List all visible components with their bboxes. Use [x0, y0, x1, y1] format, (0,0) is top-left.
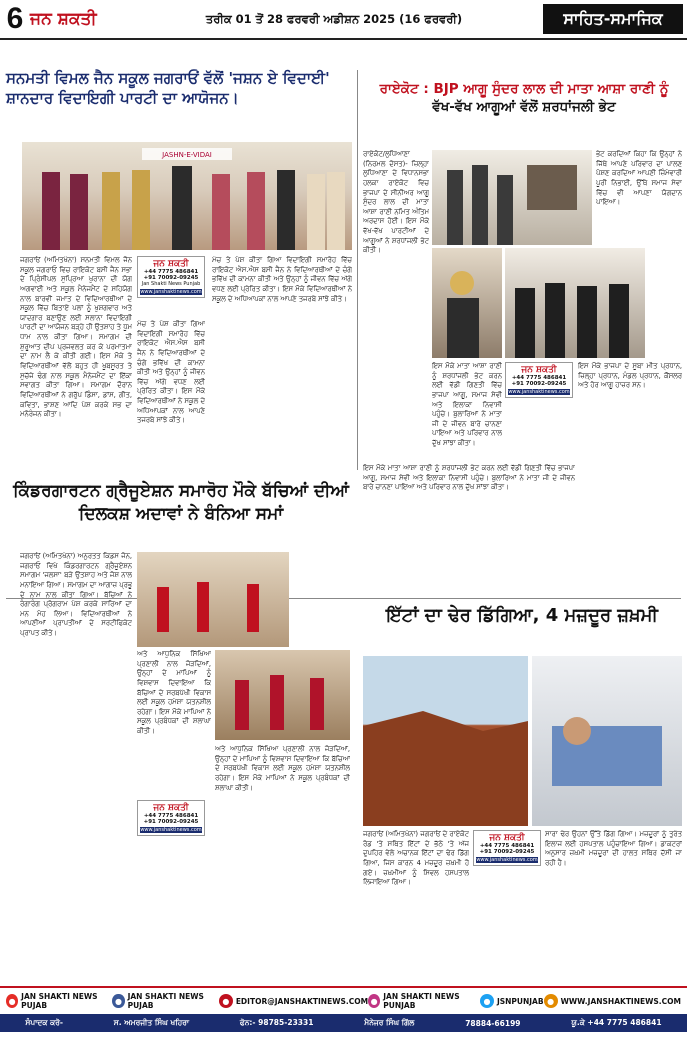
article2-photo-right [505, 248, 645, 358]
ad-phone2: +91 70092-09245 [143, 819, 199, 825]
article1-body-right: ਮੰਚ ਤੇ ਪੇਸ਼ ਕੀਤਾ ਗਿਆ ਵਿਦਾਇਗੀ ਸਮਾਰੋਹ ਵਿੱਚ ਰਾਇਕੋਟ ਐਸ.ਐਸ ਬਸੀ ਜੈਨ ਨੇ ਵਿਦਿਆਰਥੀਆਂ ਦੇ ਚੰਗੇ ਭਵਿੱਖ ਦੀ ਕਾਮਨਾ ਕੀਤੀ ਅਤੇ ਉਨ੍ਹਾਂ ਨੂੰ ਜੀਵਨ ਵਿੱਚ ਅੱਗੇ ਵਧਣ ਲਈ ਪ੍ਰੇਰਿਤ ਕੀਤਾ। ਇਸ ਮੌਕੇ ਵਿਦਿਆਰਥੀਆਂ ਨੇ ਸਕੂਲ ਦੇ ਅਧਿਆਪਕਾਂ ਨਾਲ ਆਪਣੇ ਤਜਰਬੇ ਸਾਂਝੇ ਕੀਤੇ। [212, 256, 352, 303]
masthead-logo: ਜਨ ਸ਼ਕਤੀ [30, 9, 97, 29]
article2-headline-rest: ਵੱਖ-ਵੱਖ ਆਗੂਆਂ ਵੱਲੋਂ ਸ਼ਰਧਾਂਜਲੀ ਭੇਟ [432, 99, 616, 116]
instagram-icon: ● [368, 994, 380, 1008]
contact-item: ਮੈਨੇਜਰ ਸਿੰਘ ਗਿੱਲ [364, 1018, 415, 1027]
facebook-icon: ● [112, 994, 124, 1008]
ad-web: www.janshaktinews.com [476, 857, 538, 863]
article3-photo-1 [137, 552, 289, 647]
ad-web: www.janshaktinews.com [140, 289, 202, 295]
article4-body-left: ਜਗਰਾਓਂ (ਅਮਿਤਖੰਨਾ) ਜਗਰਾਓਂ ਦੇ ਰਾਏਕੋਟ ਰੋਡ 'ਤੇ ਸਥਿਤ ਇੱਟਾਂ ਦੇ ਭੱਠੇ 'ਤੇ ਅੱਜ ਦੁਪਹਿਰ ਵੇਲੇ ਅਚਾਨਕ ਇੱਟਾਂ ਦਾ ਢੇਰ ਡਿੱਗ ਗਿਆ, ਜਿਸ ਕਾਰਨ 4 ਮਜ਼ਦੂਰ ਜ਼ਖ਼ਮੀ ਹੋ ਗਏ। ਜ਼ਖ਼ਮੀਆਂ ਨੂੰ ਸਿਵਲ ਹਸਪਤਾਲ ਲਿਜਾਇਆ ਗਿਆ। [363, 830, 469, 887]
kids-dancing-photo-icon [137, 552, 289, 647]
gathering-photo-icon [505, 248, 645, 358]
ad-phone2: +91 70092-09245 [479, 849, 535, 855]
youtube-icon: ● [6, 994, 18, 1008]
social-link[interactable] [112, 992, 218, 1010]
social-label: JAN SHAKTI NEWS PUJAB [21, 992, 98, 1010]
ad-box-4 [473, 830, 541, 866]
article1-body-left: ਜਗਰਾਓਂ (ਅਮਿਤਖੰਨਾ) ਸਨਮਤੀ ਵਿਮਲ ਜੈਨ ਸਕੂਲ ਜਗਰਾਓਂ ਵਿਚ ਰਾਇਕੋਟ ਬਸੀ ਜੈਨ ਸਭਾ ਦੇ ਪ੍ਰਿੰਸੀਪਲ ਸੁਪ੍ਰਿਆ ਖੁਰਾਨਾ ਦੀ ਯੋਗ ਅਗਵਾਈ ਅਤੇ ਸਕੂਲ ਮੈਨੇਜਮੈਂਟ ਦੇ ਸਹਿਯੋਗ ਨਾਲ ਬਾਰਵੀਂ ਜਮਾਤ ਦੇ ਵਿਦਿਆਰਥੀਆਂ ਦੇ ਸਕੂਲ ਵਿੱਚ ਬਿਤਾਏ ਪਲਾਂ ਨੂੰ ਖੁਸ਼ਗਵਾਰ ਅਤੇ ਯਾਦਗਾਰ ਬਣਾਉਣ ਲਈ ਸਲਾਨਾ ਵਿਦਾਇਗੀ ਪਾਰਟੀ ਦਾ ਆਯੋਜਨ ਬੜ੍ਹੇ ਹੀ ਉਤਸ਼ਾਹ ਤੇ ਧੂਮ ਧਾਮ ਨਾਲ ਕੀਤਾ ਗਿਆ। ਸਮਾਗਮ ਦੀ ਸ਼ੁਰੂਆਤ ਦੀਪ ਪ੍ਰਜਵਲਤ ਕਰ ਕੇ ਪਰਮਾਤਮਾ ਦਾ ਨਾਮ ਲੈ ਕੇ ਕੀਤੀ ਗਈ। ਇਸ ਮੌਕੇ ਤੇ ਵਿਦਿਆਰਥੀਆਂ ਵੱਲੋਂ ਬਹੁਤ ਹੀ ਖੂਬਸੂਰਤ ਤੇ ਸੁਚੱਜੇ ਢੰਗ ਨਾਲ ਸਕੂਲ ਮੈਨੇਜਮੈਂਟ ਦਾ ਇੱਕਾ ਸਵਾਗਤ ਕੀਤਾ ਗਿਆ। ਸਮਾਗਮ ਦੌਰਾਨ ਵਿਦਿਆਰਥੀਆਂ ਨੇ ਗਰੁੱਪ ਡਿੰਸਾ, ਡਾਂਸ, ਗੀਤ, ਕਵਿਤਾ, ਭਾਸ਼ਣ ਆਦਿ ਪੇਸ਼ ਕਰਕੇ ਸਭ ਦਾ ਮਨੋਰੰਜਨ ਕੀਤਾ। [20, 256, 132, 419]
column-divider [357, 70, 358, 470]
ad-tagline: Jan Shakti News Punjab [141, 281, 201, 287]
article1-body-mid-extra: ਮੰਚ ਤੇ ਪੇਸ਼ ਕੀਤਾ ਗਿਆ ਵਿਦਾਇਗੀ ਸਮਾਰੋਹ ਵਿੱਚ ਰਾਇਕੋਟ ਐਸ.ਐਸ ਬਸੀ ਜੈਨ ਨੇ ਵਿਦਿਆਰਥੀਆਂ ਦੇ ਚੰਗੇ ਭਵਿੱਖ ਦੀ ਕਾਮਨਾ ਕੀਤੀ ਅਤੇ ਉਨ੍ਹਾਂ ਨੂੰ ਜੀਵਨ ਵਿੱਚ ਅੱਗੇ ਵਧਣ ਲਈ ਪ੍ਰੇਰਿਤ ਕੀਤਾ। ਇਸ ਮੌਕੇ ਵਿਦਿਆਰਥੀਆਂ ਨੇ ਸਕੂਲ ਦੇ ਅਧਿਆਪਕਾਂ ਨਾਲ ਆਪਣੇ ਤਜਰਬੇ ਸਾਂਝੇ ਕੀਤੇ। [137, 320, 205, 425]
article3-body-right: ਅਤੇ ਆਧੁਨਿਕ ਸਿੱਖਿਆ ਪ੍ਰਣਾਲੀ ਨਾਲ ਜੋੜਦਿਆਂ, ਉਨ੍ਹਾਂ ਦੇ ਮਾਪਿਆਂ ਨੂੰ ਵਿਸ਼ਵਾਸ ਦਿਵਾਇਆ ਕਿ ਬੱਚਿਆਂ ਦੇ ਸਰਬਪੱਖੀ ਵਿਕਾਸ ਲਈ ਸਕੂਲ ਹਮੇਸ਼ਾ ਯਤਨਸ਼ੀਲ ਰਹੇਗਾ। ਇਸ ਮੌਕੇ ਮਾਪਿਆਂ ਨੇ ਸਕੂਲ ਪ੍ਰਬੰਧਕਾਂ ਦੀ ਸ਼ਲਾਘਾ ਕੀਤੀ। [215, 745, 350, 792]
ad-box-2 [505, 362, 573, 398]
photo-banner-text: JASHN-E-VIDAI [162, 151, 212, 159]
article2-body-a: ਰਾਏਕੋਟ/ਲੁਧਿਆਣਾ (ਨਿਰਮਲ ਦੋਸਤ)- ਜ਼ਿਲ੍ਹਾ ਲੁਧਿਆਣਾ ਦੇ ਵਿਧਾਨਸਭਾ ਹਲਕਾ ਰਾਏਕੋਟ ਵਿਚ ਭਾਜਪਾ ਦੇ ਸੀਨੀਅਰ ਆਗੂ ਸੁੰਦਰ ਲਾਲ ਦੀ ਮਾਤਾ ਆਸ਼ਾ ਰਾਣੀ ਨਮਿਤ ਅੰਤਿਮ ਅਰਦਾਸ ਹੋਈ। ਇਸ ਮੌਕੇ ਵੱਖ-ਵੱਖ ਪਾਰਟੀਆਂ ਦੇ ਆਗੂਆਂ ਨੇ ਸ਼ਰਧਾਂਜਲੀ ਭੇਟ ਕੀਤੀ। [363, 150, 429, 255]
social-link[interactable] [6, 992, 112, 1010]
article3-headline: ਕਿੰਡਰਗਾਰਟਨ ਗ੍ਰੈਜੂਏਸ਼ਨ ਸਮਾਰੋਹ ਮੌਕੇ ਬੱਚਿਆਂ ਦੀਆਂ ਦਿਲਕਸ਼ ਅਦਾਵਾਂ ਨੇ ਬੰਨਿਆ ਸਮਾਂ [13, 481, 349, 524]
contact-item: ਸੰਪਾਦਕ ਕਰੋ- [25, 1018, 63, 1027]
web-icon: ● [544, 994, 558, 1008]
social-link[interactable] [219, 994, 368, 1008]
article3-photo-2 [215, 650, 350, 740]
ad-phone1: +44 7775 486841 [479, 843, 535, 849]
date-line: ਤਰੀਕ 01 ਤੋਂ 28 ਫਰਵਰੀ ਅਡੀਸ਼ਨ 2025 (16 ਫਰਵਰੀ) [205, 11, 463, 26]
social-link[interactable] [368, 992, 480, 1010]
ad-logo: ਜਨ ਸ਼ਕਤੀ [521, 365, 557, 375]
page-footer [0, 986, 687, 1043]
article2-headline-accent: ਰਾਏਕੋਟ : BJP ਆਗੂ ਸੁੰਦਰ ਲਾਲ ਦੀ ਮਾਤਾ ਆਸ਼ਾ ਰਾਣੀ ਨੂੰ [379, 81, 669, 97]
email-icon: ● [219, 994, 233, 1008]
mourners-photo-icon [432, 150, 592, 245]
article2-photo-top [432, 150, 592, 245]
speaker-photo-icon [432, 248, 502, 358]
contact-bar [0, 1014, 687, 1032]
social-bar [0, 986, 687, 1014]
ad-phone1: +44 7775 486841 [143, 269, 199, 275]
ad-logo: ਜਨ ਸ਼ਕਤੀ [153, 259, 189, 269]
contact-item: 78884-66199 [465, 1018, 521, 1028]
ad-web: www.janshaktinews.com [508, 389, 570, 395]
social-label: WWW.JANSHAKTINEWS.COM [560, 996, 681, 1006]
ad-phone1: +44 7775 486841 [511, 375, 567, 381]
ad-phone2: +91 70092-09245 [511, 381, 567, 387]
article2-body-b: ਭੇਟ ਕਰਦਿਆਂ ਕਿਹਾ ਕਿ ਉਨ੍ਹਾਂ ਨੇ ਜਿੱਥੇ ਆਪਣੇ ਪਰਿਵਾਰ ਦਾ ਪਾਲਣ ਪੋਸ਼ਣ ਕਰਦਿਆਂ ਆਪਣੀ ਜ਼ਿੰਮੇਵਾਰੀ ਪੂਰੀ ਨਿਭਾਈ, ਉੱਥੇ ਸਮਾਜ ਸੇਵਾ ਵਿੱਚ ਵੀ ਆਪਣਾ ਯੋਗਦਾਨ ਪਾਇਆ। [596, 150, 682, 207]
article1-photo [22, 142, 352, 250]
article3-body-mid: ਅਤੇ ਆਧੁਨਿਕ ਸਿੱਖਿਆ ਪ੍ਰਣਾਲੀ ਨਾਲ ਜੋੜਦਿਆਂ, ਉਨ੍ਹਾਂ ਦੇ ਮਾਪਿਆਂ ਨੂੰ ਵਿਸ਼ਵਾਸ ਦਿਵਾਇਆ ਕਿ ਬੱਚਿਆਂ ਦੇ ਸਰਬਪੱਖੀ ਵਿਕਾਸ ਲਈ ਸਕੂਲ ਹਮੇਸ਼ਾ ਯਤਨਸ਼ੀਲ ਰਹੇਗਾ। ਇਸ ਮੌਕੇ ਮਾਪਿਆਂ ਨੇ ਸਕੂਲ ਪ੍ਰਬੰਧਕਾਂ ਦੀ ਸ਼ਲਾਘਾ ਕੀਤੀ। [137, 650, 211, 736]
article4-photo-1 [363, 656, 528, 826]
social-link[interactable] [544, 994, 681, 1008]
ad-logo: ਜਨ ਸ਼ਕਤੀ [489, 833, 525, 843]
article2-photo-mid [432, 248, 502, 358]
ad-phone2: +91 70092-09245 [143, 275, 199, 281]
social-link[interactable] [480, 994, 544, 1008]
article4-body-right: ਸਾਰਾ ਢੇਰ ਉਹਨਾਂ ਉੱਤੇ ਡਿੱਗ ਗਿਆ। ਮਜ਼ਦੂਰਾਂ ਨੂੰ ਤੁਰੰਤ ਇਲਾਜ ਲਈ ਹਸਪਤਾਲ ਪਹੁੰਚਾਇਆ ਗਿਆ। ਡਾਕਟਰਾਂ ਅਨੁਸਾਰ ਜ਼ਖ਼ਮੀ ਮਜ਼ਦੂਰਾਂ ਦੀ ਹਾਲਤ ਸਥਿਰ ਦੱਸੀ ਜਾ ਰਹੀ ਹੈ। [545, 830, 682, 867]
social-label: JAN SHAKTI NEWS PUNJAB [383, 992, 460, 1010]
article1-headline: ਸਨਮਤੀ ਵਿਮਲ ਜੈਨ ਸਕੂਲ ਜਗਰਾਓਂ ਵੱਲੋਂ 'ਜਸ਼ਨ ਏ ਵਿਦਾਈ' ਸ਼ਾਨਦਾਰ ਵਿਦਾਇਗੀ ਪਾਰਟੀ ਦਾ ਆਯੋਜਨ। [6, 69, 330, 108]
contact-item: ਯੂ.ਕੇ +44 7775 486841 [571, 1018, 662, 1027]
page-number: 6 [0, 0, 30, 38]
group-photo-icon [22, 142, 352, 250]
ad-web: www.janshaktinews.com [140, 827, 202, 833]
ad-box [137, 256, 205, 298]
contact-item: ਸ. ਅਮਰਜੀਤ ਸਿੰਘ ਖਹਿਰਾ [113, 1018, 190, 1027]
kids-stage-photo-icon [215, 650, 350, 740]
ad-phone1: +44 7775 486841 [143, 813, 199, 819]
ad-logo: ਜਨ ਸ਼ਕਤੀ [153, 803, 189, 813]
article2-body-d: ਇਸ ਮੌਕੇ ਭਾਜਪਾ ਦੇ ਸੂਬਾ ਮੀਤ ਪ੍ਰਧਾਨ, ਜ਼ਿਲ੍ਹਾ ਪ੍ਰਧਾਨ, ਮੰਡਲ ਪ੍ਰਧਾਨ, ਕੌਂਸਲਰ ਅਤੇ ਹੋਰ ਆਗੂ ਹਾਜ਼ਰ ਸਨ। [578, 362, 682, 390]
article2-headline [365, 80, 683, 116]
article2-body-c: ਇਸ ਮੌਕੇ ਮਾਤਾ ਆਸ਼ਾ ਰਾਣੀ ਨੂੰ ਸ਼ਰਧਾਂਜਲੀ ਭੇਟ ਕਰਨ ਲਈ ਵੱਡੀ ਗਿਣਤੀ ਵਿੱਚ ਭਾਜਪਾ ਆਗੂ, ਸਮਾਜ ਸੇਵੀ ਅਤੇ ਇਲਾਕਾ ਨਿਵਾਸੀ ਪਹੁੰਚੇ। ਬੁਲਾਰਿਆਂ ਨੇ ਮਾਤਾ ਜੀ ਦੇ ਜੀਵਨ ਬਾਰੇ ਚਾਨਣਾ ਪਾਇਆ ਅਤੇ ਪਰਿਵਾਰ ਨਾਲ ਦੁੱਖ ਸਾਂਝਾ ਕੀਤਾ। [432, 362, 502, 448]
social-label: EDITOR@JANSHAKTINEWS.COM [235, 996, 369, 1006]
ad-box-3 [137, 800, 205, 836]
social-label: JSNPUNJAB [496, 996, 544, 1006]
article2-body-c2: ਇਸ ਮੌਕੇ ਮਾਤਾ ਆਸ਼ਾ ਰਾਣੀ ਨੂੰ ਸ਼ਰਧਾਂਜਲੀ ਭੇਟ ਕਰਨ ਲਈ ਵੱਡੀ ਗਿਣਤੀ ਵਿੱਚ ਭਾਜਪਾ ਆਗੂ, ਸਮਾਜ ਸੇਵੀ ਅਤੇ ਇਲਾਕਾ ਨਿਵਾਸੀ ਪਹੁੰਚੇ। ਬੁਲਾਰਿਆਂ ਨੇ ਮਾਤਾ ਜੀ ਦੇ ਜੀਵਨ ਬਾਰੇ ਚਾਨਣਾ ਪਾਇਆ ਅਤੇ ਪਰਿਵਾਰ ਨਾਲ ਦੁੱਖ ਸਾਂਝਾ ਕੀਤਾ। [363, 464, 575, 492]
brick-pile-photo-icon [363, 656, 528, 826]
article4-headline: ਇੱਟਾਂ ਦਾ ਢੇਰ ਡਿੱਗਿਆ, 4 ਮਜ਼ਦੂਰ ਜ਼ਖ਼ਮੀ [386, 605, 658, 626]
twitter-icon: ● [480, 994, 494, 1008]
hospital-bed-photo-icon [532, 656, 682, 826]
contact-item: ਫੋਨ:- 98785-23331 [239, 1018, 314, 1027]
section-label: ਸਾਹਿਤ-ਸਮਾਜਿਕ [543, 4, 683, 34]
social-label: JAN SHAKTI NEWS PUJAB [127, 992, 204, 1010]
article3-body-left: ਜਗਰਾਓਂ (ਅਮਿਤਖੰਨਾ) ਅਨੁਰਤਤ ਕਿਡਸ ਜੋਨ, ਜਗਰਾਓਂ ਵਿਖੇ ਕਿੰਡਰਗਾਰਟਨ ਗ੍ਰੈਜੂਏਸ਼ਨ ਸਮਾਗਮ 'ਜਲਸਾ' ਬੜੇ ਉਤਸ਼ਾਹ ਅਤੇ ਜੋਸ਼ ਨਾਲ ਮਨਾਇਆ ਗਿਆ। ਸਮਾਗਮ ਦਾ ਆਗਾਜ਼ ਪ੍ਰਭੂ ਦੇ ਨਾਮ ਨਾਲ ਕੀਤਾ ਗਿਆ। ਬੱਚਿਆਂ ਨੇ ਰੰਗਾਰੰਗ ਪ੍ਰੋਗਰਾਮ ਪੇਸ਼ ਕਰਕੇ ਸਾਰਿਆਂ ਦਾ ਮਨ ਮੋਹ ਲਿਆ। ਵਿਦਿਆਰਥੀਆਂ ਨੇ ਆਪਣੀਆਂ ਪ੍ਰਾਪਤੀਆਂ ਦੇ ਸਰਟੀਫਿਕੇਟ ਪ੍ਰਾਪਤ ਕੀਤੇ। [20, 552, 132, 638]
page-header [0, 0, 687, 40]
article4-photo-2 [532, 656, 682, 826]
